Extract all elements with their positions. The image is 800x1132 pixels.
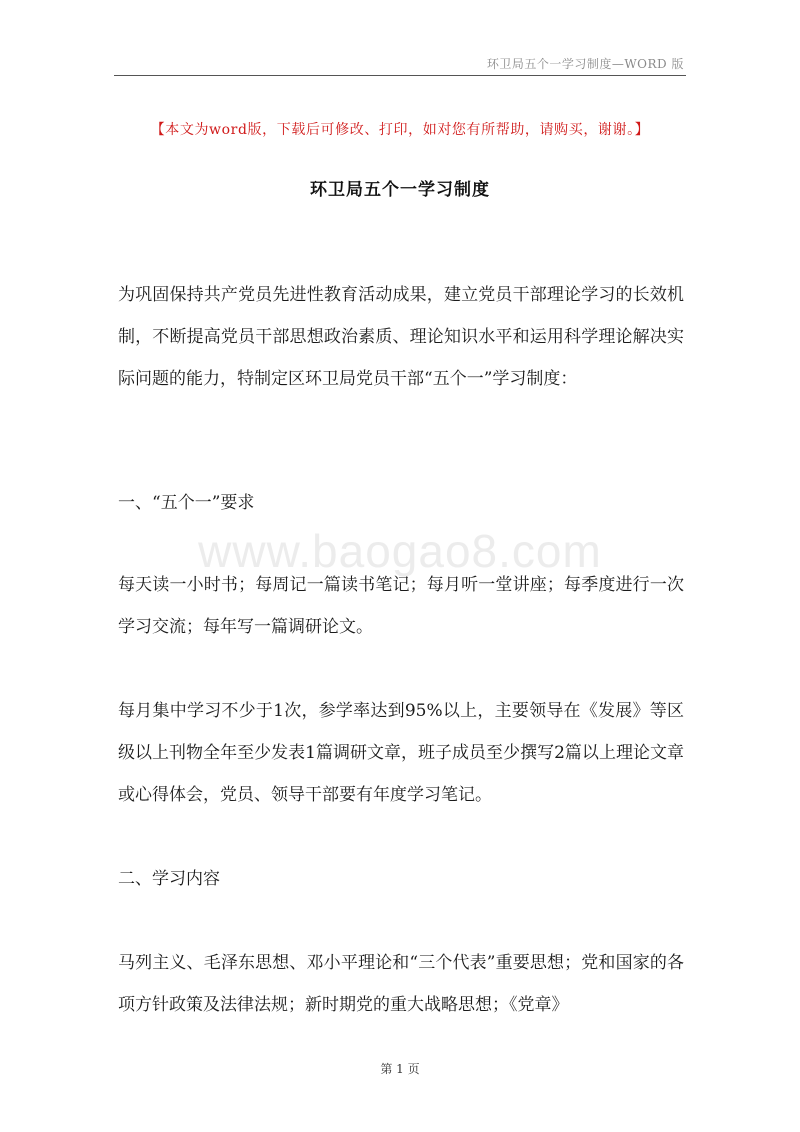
section-1-paragraph-2: 每月集中学习不少于1次，参学率达到95%以上，主要领导在《发展》等区级以上刊物全年至少发表1篇调研文章，班子成员至少撰写2篇以上理论文章或心得体会，党员、领导干部要有年度学习笔记。 bbox=[118, 701, 684, 805]
section-1-paragraph-1: 每天读一小时书；每周记一篇读书笔记；每月听一堂讲座；每季度进行一次学习交流；每年写一篇调研论文。 bbox=[118, 575, 684, 637]
section-1-heading: 一、“五个一”要求 bbox=[118, 493, 255, 513]
section-2-paragraph-1: 马列主义、毛泽东思想、邓小平理论和“三个代表”重要思想；党和国家的各项方针政策及法律法规；新时期党的重大战略思想；《党章》 bbox=[118, 953, 684, 1015]
page-number: 第 1 页 bbox=[380, 1062, 420, 1076]
site-watermark: www.baogao8.com bbox=[198, 525, 602, 577]
header-divider bbox=[114, 75, 686, 76]
running-header: 环卫局五个一学习制度—WORD 版 bbox=[486, 57, 684, 71]
section-2-heading: 二、学习内容 bbox=[118, 869, 220, 889]
intro-paragraph: 为巩固保持共产党员先进性教育活动成果，建立党员干部理论学习的长效机制，不断提高党员干部思想政治素质、理论知识水平和运用科学理论解决实际问题的能力，特制定区环卫局党员干部“五个一”学习制度： bbox=[118, 285, 684, 389]
document-title: 环卫局五个一学习制度 bbox=[310, 180, 490, 200]
purchase-notice: 【本文为word版，下载后可修改、打印，如对您有所帮助，请购买，谢谢。】 bbox=[150, 122, 650, 138]
